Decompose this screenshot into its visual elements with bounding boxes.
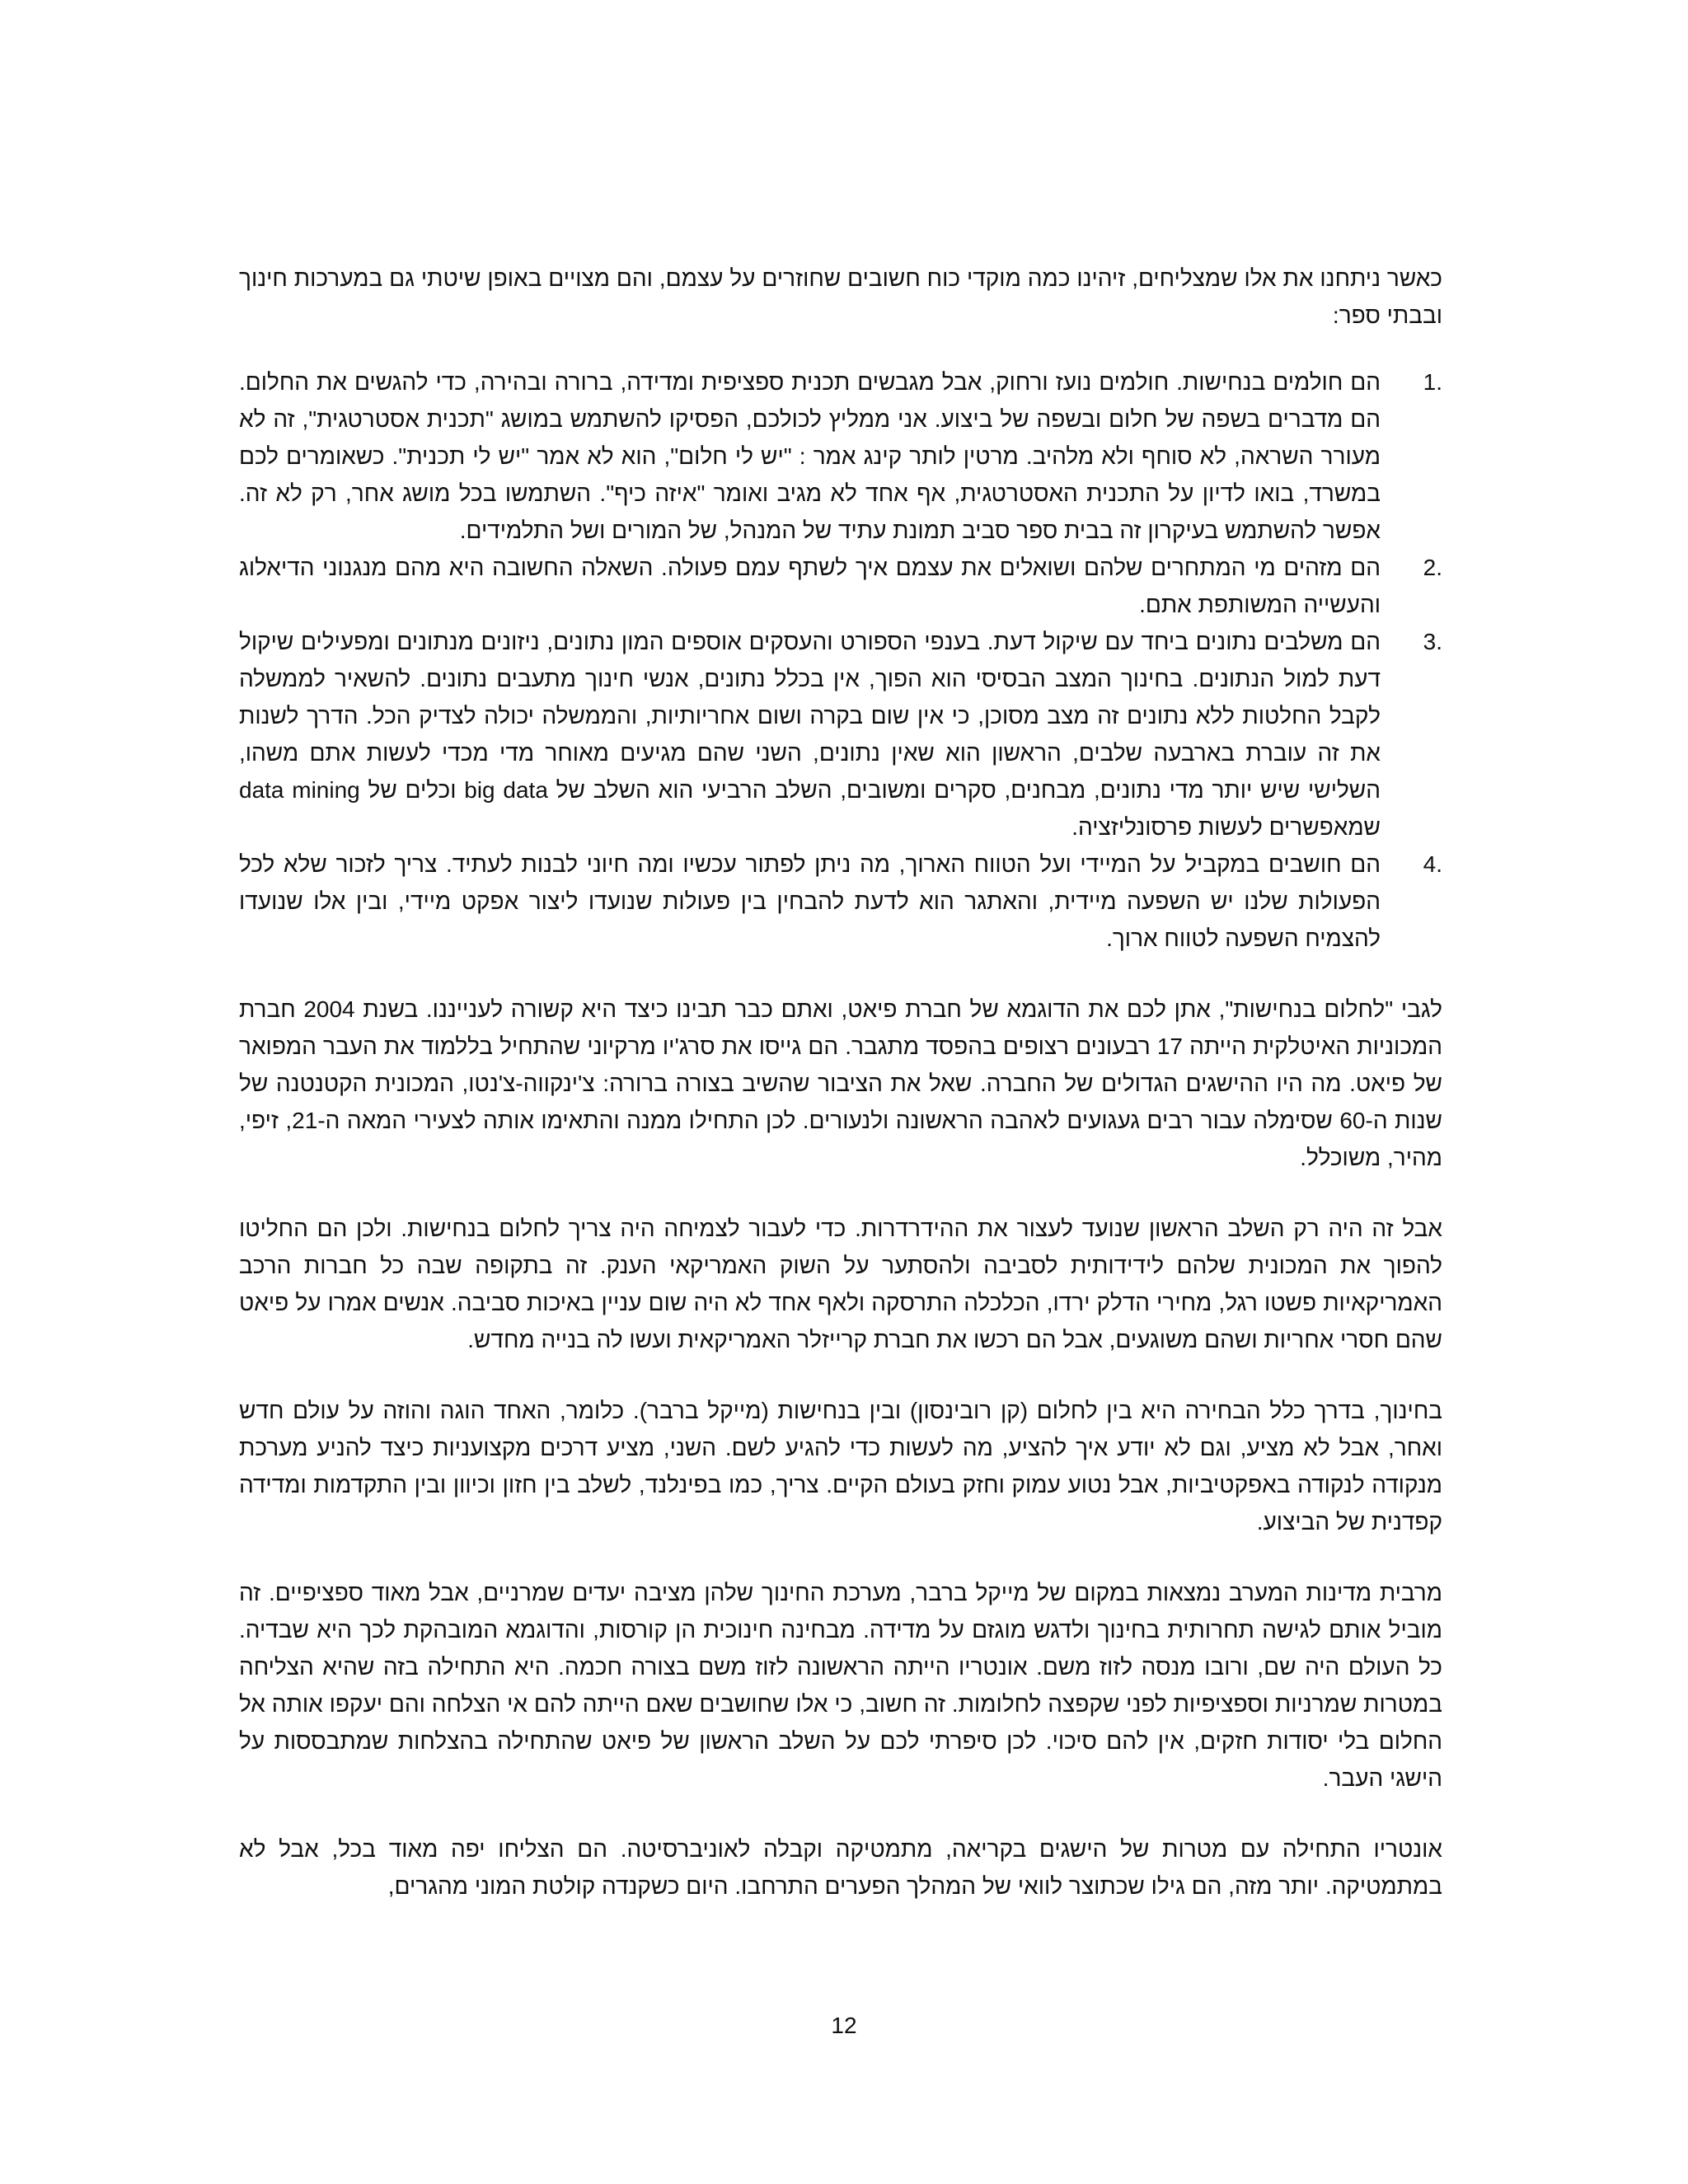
page-number: 12 (831, 2013, 857, 2038)
body-paragraph-fiat: לגבי "לחלום בנחישות", אתן לכם את הדוגמא של חברת פיאט, ואתם כבר תבינו כיצד היא קשורה לענייננו. בשנת 2004 חברת המכוניות האיטלקית הייתה 17 רבעונים רצופים בהפסד מתגבר. הם גייסו את סרג'יו מרקיוני שהתחיל בללמוד את העבר המפואר של פיאט. מה היו ההישגים הגדולים של החברה. שאל את הציבור שהשיב בצורה ברורה: צ'ינקווה-צ'נטו, המכונית הקטנטנה של שנות ה-60 שסימלה עבור רבים געגועים לאהבה הראשונה ולנעורים. לכן התחילו ממנה והתאימו אותה לצעירי המאה ה-21, זיפי, מהיר, משוכלל. (239, 996, 1443, 1170)
list-item (239, 363, 1442, 549)
success-factors-list (239, 363, 1442, 957)
list-item-text: הם מזהים מי המתחרים שלהם ושואלים את עצמם איך לשתף עמם פעולה. השאלה החשובה היא מהם מנגנוני הדיאלוג והעשייה המשותפת אתם. (239, 555, 1381, 617)
body-paragraph-education: בחינוך, בדרך כלל הבחירה היא בין לחלום (קן רובינסון) ובין בנחישות (מייקל ברבר). כלומר, האחד הוגה והוזה על עולם חדש ואחר, אבל לא מציע, וגם לא יודע איך להציע, מה לעשות כדי להגיע לשם. השני, מציע דרכים מקצועניות כיצד להניע מערכת מנקודה לנקודה באפקטיביות, אבל נטוע עמוק וחזק בעולם הקיים. צריך, כמו בפינלנד, לשלב בין חזון וכיוון ובין התקדמות ומדידה קפדנית של הביצוע. (239, 1398, 1442, 1535)
list-item (239, 846, 1442, 957)
body-paragraph-western-countries: מרבית מדינות המערב נמצאות במקום של מייקל ברבר, מערכת החינוך שלהן מציבה יעדים שמרניים, אבל מאוד ספציפיים. זה מוביל אותם לגישה תחרותית בחינוך ולדגש מוגזם על מדידה. מבחינה חינוכית הן קורסות, והדוגמא המובהקת לכך היא שבדיה. כל העולם היה שם, ורובו מנסה לזוז משם. אונטריו הייתה הראשונה לזוז משם בצורה חכמה. היא התחילה בזה שהיא הצליחה במטרות שמרניות וספציפיות לפני שקפצה לחלומות. זה חשוב, כי אלו שחושבים שאם הייתה להם אי הצלחה והם יעקפו אותה אל החלום בלי יסודות חזקים, אין להם סיכוי. לכן סיפרתי לכם על השלב הראשון של פיאט שהתחילה בהצלחות שמתבססות על הישגי העבר. (239, 1580, 1442, 1791)
list-item-number: 2. (1423, 555, 1442, 580)
list-item-number: 3. (1423, 629, 1442, 654)
list-item-number: 4. (1423, 851, 1442, 877)
list-item-text: הם משלבים נתונים ביחד עם שיקול דעת. בענפי הספורט והעסקים אוספים המון נתונים, ניזונים מנתונים ומפעילים שיקול דעת למול הנתונים. בחינוך המצב הבסיסי הוא הפוך, אין בכלל נתונים, אנשי חינוך מתעבים נתונים. להשאיר לממשלה לקבל החלטות ללא נתונים זה מצב מסוכן, כי אין שום בקרה ושום אחריותיות, והממשלה יכולה לצדיק הכל. הדרך לשנות את זה עוברת בארבעה שלבים, הראשון הוא שאין נתונים, השני שהם מגיעים מאוחר מדי מכדי לעשות אתם משהו, השלישי שיש יותר מדי נתונים, מבחנים, סקרים ומשובים, השלב הרביעי הוא השלב של big data וכלים של data mining שמאפשרים לעשות פרסונליזציה. (239, 629, 1381, 840)
list-item-text: הם חולמים בנחישות. חולמים נועז ורחוק, אבל מגבשים תכנית ספציפית ומדידה, ברורה ובהירה, כדי להגשים את החלום. הם מדברים בשפה של חלום ובשפה של ביצוע. אני ממליץ לכולכם, הפסיקו להשתמש במושג "תכנית אסטרטגית", זה לא מעורר השראה, לא סוחף ולא מלהיב. מרטין לותר קינג אמר : "יש לי חלום", הוא לא אמר "יש לי תכנית". כשאומרים לכם במשרד, בואו לדיון על התכנית האסטרטגית, אף אחד לא מגיב ואומר "איזה כיף". השתמשו בכל מושג אחר, רק לא זה. אפשר להשתמש בעיקרון זה בבית ספר סביב תמונת עתיד של המנהל, של המורים ושל התלמידים. (239, 369, 1381, 543)
intro-paragraph: כאשר ניתחנו את אלו שמצליחים, זיהינו כמה מוקדי כוח חשובים שחוזרים על עצמם, והם מצויים באופן שיטתי גם במערכות חינוך ובבתי ספר: (239, 265, 1442, 328)
body-paragraph-growth: אבל זה היה רק השלב הראשון שנועד לעצור את ההידרדרות. כדי לעבור לצמיחה היה צריך לחלום בנחישות. ולכן הם החליטו להפוך את המכונית שלהם לידידותית לסביבה ולהסתער על השוק האמריקאי הענק. זה בתקופה שבה כל חברות הרכב האמריקאיות פשטו רגל, מחירי הדלק ירדו, הכלכלה התרסקה ולאף אחד לא היה שום עניין באיכות סביבה. אנשים אמרו על פיאט שהם חסרי אחריות ושהם משוגעים, אבל הם רכשו את חברת קרייזלר האמריקאית ועשו לה בנייה מחדש. (239, 1216, 1442, 1352)
list-item-text: הם חושבים במקביל על המיידי ועל הטווח הארוך, מה ניתן לפתור עכשיו ומה חיוני לבנות לעתיד. צריך לזכור שלא לכל הפעולות שלנו יש השפעה מיידית, והאתגר הוא לדעת להבחין בין פעולות שנועדו ליצור אפקט מיידי, ובין אלו שנועדו להצמיח השפעה לטווח ארוך. (239, 851, 1381, 951)
list-item-number: 1. (1423, 369, 1442, 395)
body-paragraph-ontario: אונטריו התחילה עם מטרות של הישגים בקריאה, מתמטיקה וקבלה לאוניברסיטה. הם הצליחו יפה מאוד בכל, אבל לא במתמטיקה. יותר מזה, הם גילו שכתוצר לוואי של המהלך הפערים התרחבו. היום כשקנדה קולטת המוני מהגרים, (239, 1836, 1442, 1899)
list-item (239, 623, 1442, 846)
list-item (239, 549, 1442, 623)
document-page (239, 260, 1442, 1938)
